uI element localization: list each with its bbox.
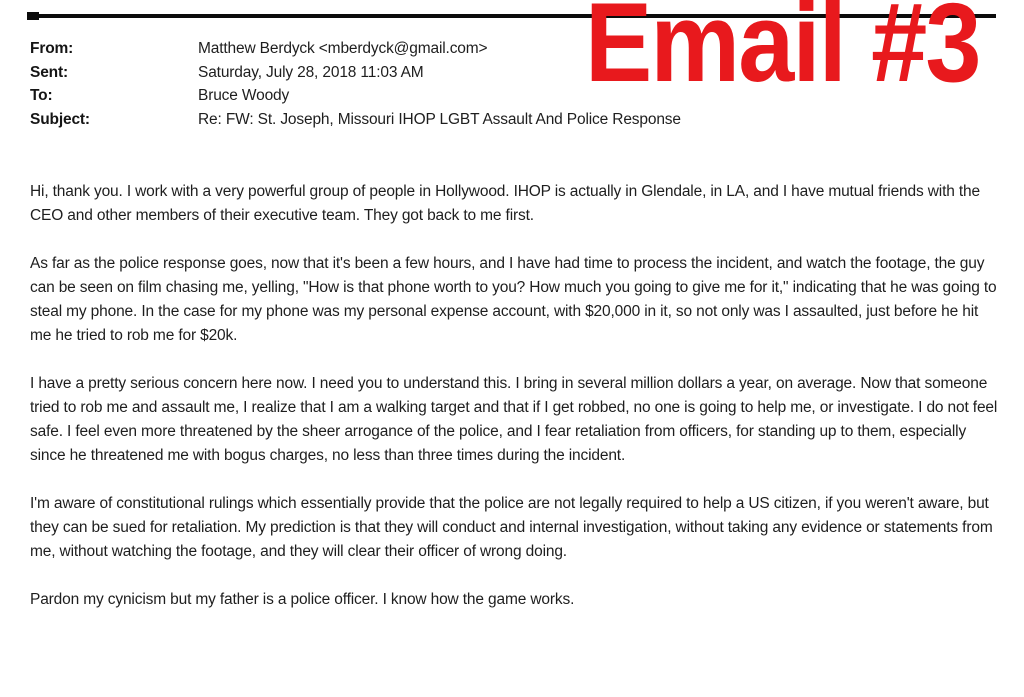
header-field-value-sent: Saturday, July 28, 2018 11:03 AM (198, 63, 424, 81)
body-paragraph: Pardon my cynicism but my father is a police officer. I know how the game works. (30, 591, 575, 608)
body-paragraph: As far as the police response goes, now that it's been a few hours, and I have had time to process the incident, and watch the footage, the guy can be seen on film chasing me, yelling, "How is that phone worth to you? How much you going to give me for it," indicating that he was going to steal my phone. In the case for my phone was my personal expense account, with $20,000 in it, so not only was I assaulted, just before he hit me he tried to rob me for $20k. (30, 255, 997, 344)
header-field-value-from: Matthew Berdyck <mberdyck@gmail.com> (198, 40, 488, 57)
header-field-label-from: From: (30, 40, 74, 57)
email-body (30, 180, 1002, 612)
header-field-label-subject: Subject: (30, 110, 90, 128)
email-number-label: Email #3 (585, 0, 980, 105)
body-paragraph: Hi, thank you. I work with a very powerful group of people in Hollywood. IHOP is actually in Glendale, in LA, and I have mutual friends with the CEO and other members of their executive team. They got back to me first. (30, 183, 980, 224)
body-paragraph: I have a pretty serious concern here now. I need you to understand this. I bring in several million dollars a year, on average. Now that someone tried to rob me and assault me, I realize that I am a walking target and that if I get robbed, no one is going to help me, or investigate. I do not feel safe. I feel even more threatened by the sheer arrogance of the police, and I fear retaliation from officers, for standing up to them, especially since he threatened me with bogus charges, no less than three times during the incident. (30, 375, 998, 464)
header-field-value-to: Bruce Woody (198, 87, 290, 104)
header-field-label-to: To: (30, 87, 53, 104)
email-header-fields (30, 37, 681, 131)
header-field-label-sent: Sent: (30, 63, 69, 81)
body-paragraph: I'm aware of constitutional rulings which essentially provide that the police are not legally required to help a US citizen, if you weren't aware, but they can be sued for retaliation. My prediction is that they will conduct and internal investigation, without taking any evidence or statements from me, without watching the footage, and they will clear their officer of wrong doing. (30, 495, 993, 560)
header-field-value-subject: Re: FW: St. Joseph, Missouri IHOP LGBT Assault And Police Response (198, 110, 681, 128)
